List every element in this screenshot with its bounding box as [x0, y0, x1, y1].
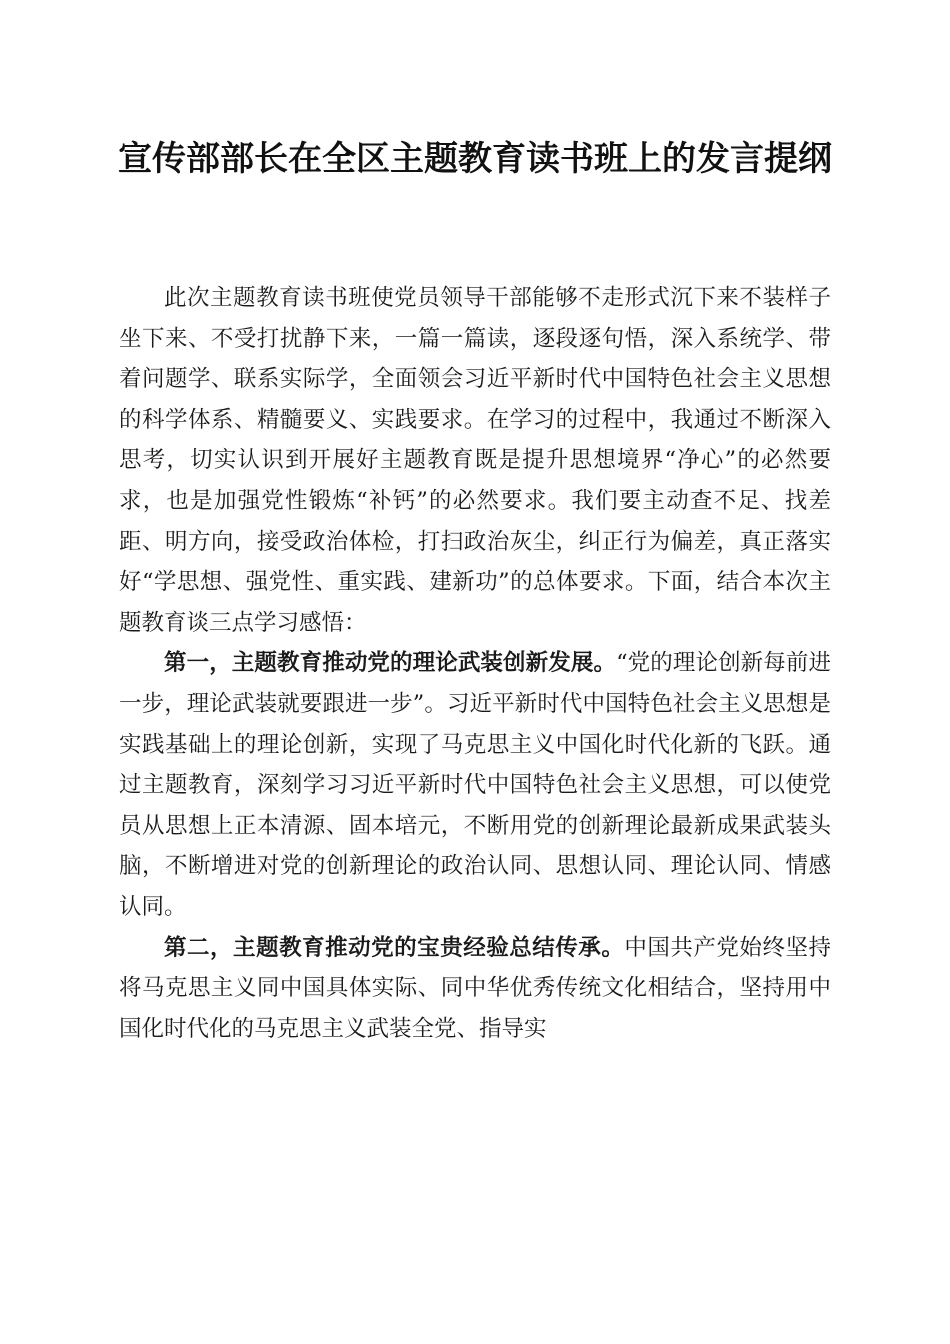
paragraph-text: 此次主题教育读书班使党员领导干部能够不走形式沉下来不装样子坐下来、不受打扰静下来，一篇一篇读，逐段逐句悟，深入系统学、带着问题学、联系实际学，全面领会习近平新时代中国特色社会主义思想的科学体系、精髓要义、实践要求。在学习的过程中，我通过不断深入思考，切实认识到开展好主题教育既是提升思想境界“净心”的必然要求，也是加强党性锻炼“补钙”的必然要求。我们要主动查不足、找差距、明方向，接受政治体检，打扫政治灰尘，纠正行为偏差，真正落实好“学思想、强党性、重实践、建新功”的总体要求。下面，结合本次主题教育谈三点学习感悟：	[119, 285, 831, 636]
paragraph-lead: 第一，主题教育推动党的理论武装创新发展。	[164, 650, 617, 677]
paragraph-point-two	[119, 928, 831, 1050]
paragraph-lead: 第二，主题教育推动党的宝贵经验总结传承。	[164, 934, 625, 961]
paragraph-intro	[119, 278, 831, 643]
paragraph-text: “党的理论创新每前进一步，理论武装就要跟进一步”。习近平新时代中国特色社会主义思想是实践基础上的理论创新，实现了马克思主义中国化时代化新的飞跃。通过主题教育，深刻学习习近平新时代中国特色社会主义思想，可以使党员从思想上正本清源、固本培元，不断用党的创新理论最新成果武装头脑，不断增进对党的创新理论的政治认同、思想认同、理论认同、情感认同。	[119, 650, 831, 920]
paragraph-point-one	[119, 643, 831, 927]
paragraph-text: 中国共产党始终坚持将马克思主义同中国具体实际、同中华优秀传统文化相结合，坚持用中国化时代化的马克思主义武装全党、指导实	[119, 934, 831, 1042]
document-body	[119, 278, 831, 1049]
document-title: 宣传部部长在全区主题教育读书班上的发言提纲	[118, 139, 832, 179]
